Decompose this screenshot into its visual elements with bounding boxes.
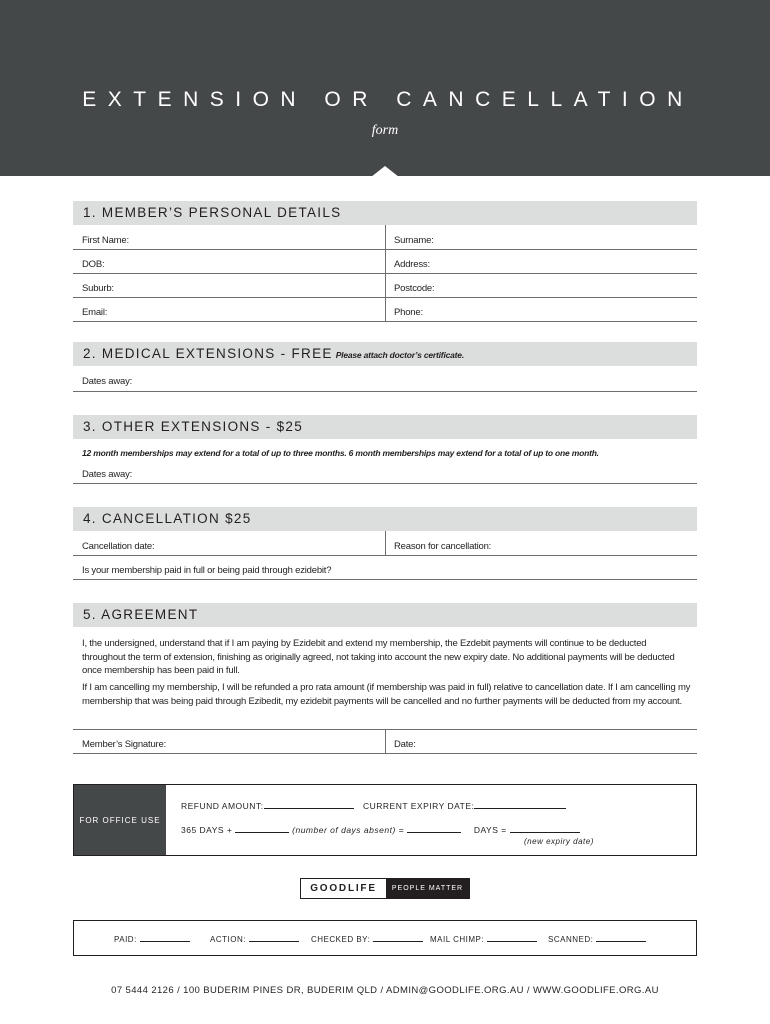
postcode-label: Postcode: xyxy=(394,283,435,294)
paid-label: PAID: xyxy=(114,935,137,944)
section-5-title: 5. AGREEMENT xyxy=(83,607,199,622)
cancellation-reason-label: Reason for cancellation: xyxy=(394,541,492,552)
refund-amount-row xyxy=(181,801,354,811)
scanned-label: SCANNED: xyxy=(548,935,594,944)
agreement-paragraph-1: I, the undersigned, understand that if I am paying by Ezidebit and extend my membership, the Ezdebit payments will continue to be deducted throughout the term of extension, finishing as originally agreed, not taking into account the new expiry date. No additional payments will be deducted once membership has been paid in full. xyxy=(82,638,675,676)
section-3-title: 3. OTHER EXTENSIONS - $25 xyxy=(83,419,304,434)
section-4-header xyxy=(73,507,697,531)
mail-chimp-field[interactable] xyxy=(487,934,537,942)
new-expiry-field[interactable] xyxy=(510,825,580,833)
section-2-title-text: 2. MEDICAL EXTENSIONS - FREE xyxy=(83,346,333,361)
form-subtitle: form xyxy=(371,123,399,138)
checked-by-field[interactable] xyxy=(373,934,423,942)
days-absent-label: (number of days absent) = xyxy=(292,825,405,835)
paid-field[interactable] xyxy=(140,934,190,942)
mail-chimp-row xyxy=(430,934,537,944)
signature-field[interactable] xyxy=(73,753,697,754)
action-row xyxy=(210,934,299,944)
suburb-label: Suburb: xyxy=(82,283,114,294)
signature-label: Member’s Signature: xyxy=(82,739,167,750)
current-expiry-row xyxy=(363,801,566,811)
section-1-header xyxy=(73,201,697,225)
footer-contact: 07 5444 2126 / 100 BUDERIM PINES DR, BUDERIM QLD / ADMIN@GOODLIFE.ORG.AU / WWW.GOODLIFE.ORG.AU xyxy=(111,985,659,996)
logo-tagline: PEOPLE MATTER xyxy=(386,879,469,898)
form-title: EXTENSION OR CANCELLATION xyxy=(82,88,694,111)
phone-label: Phone: xyxy=(394,307,423,318)
section-3-note: 12 month memberships may extend for a total of up to three months. 6 month memberships may extend for a total of up to one month. xyxy=(82,448,599,458)
email-label: Email: xyxy=(82,307,108,318)
days-total-field[interactable] xyxy=(407,825,461,833)
signature-divider xyxy=(385,729,386,753)
mail-chimp-label: MAIL CHIMP: xyxy=(430,935,485,944)
refund-amount-label: REFUND AMOUNT: xyxy=(181,801,264,811)
first-name-field[interactable] xyxy=(73,249,697,250)
scanned-field[interactable] xyxy=(596,934,646,942)
section-4-divider xyxy=(385,531,386,555)
scanned-row xyxy=(548,934,646,944)
other-dates-away-field[interactable] xyxy=(73,483,697,484)
action-field[interactable] xyxy=(249,934,299,942)
section-2-title xyxy=(83,346,464,361)
office-use-box xyxy=(73,784,697,856)
cancellation-date-label: Cancellation date: xyxy=(82,541,155,552)
days-calculation-row xyxy=(181,825,580,835)
signature-date-label: Date: xyxy=(394,739,416,750)
section-2-note: Please attach doctor’s certificate. xyxy=(335,350,464,360)
section-1-title: 1. MEMBER’S PERSONAL DETAILS xyxy=(83,205,342,220)
agreement-paragraph-2: If I am cancelling my membership, I will be refunded a pro rata amount (if membership was paid in full) relative to cancellation date. If I am cancelling my membership that was being paid through Ezibedit, my ezidebit payments will be cancelled and no further payments will be deducted from my account. xyxy=(82,682,691,707)
payment-question-field[interactable] xyxy=(73,579,697,580)
current-expiry-field[interactable] xyxy=(474,801,566,809)
payment-question-label: Is your membership paid in full or being paid through ezidebit? xyxy=(82,565,332,576)
email-field[interactable] xyxy=(73,321,697,322)
other-dates-away-label: Dates away: xyxy=(82,469,133,480)
refund-amount-field[interactable] xyxy=(264,801,354,809)
section-2-header xyxy=(73,342,697,366)
days-equals-label: DAYS = xyxy=(473,825,507,835)
medical-dates-away-label: Dates away: xyxy=(82,376,133,387)
address-label: Address: xyxy=(394,259,430,270)
checked-by-label: CHECKED BY: xyxy=(311,935,371,944)
office-use-label: FOR OFFICE USE xyxy=(74,785,166,855)
dob-field[interactable] xyxy=(73,273,697,274)
admin-checklist-box xyxy=(73,920,697,956)
days-prefix-label: 365 DAYS + xyxy=(181,825,233,835)
new-expiry-label: (new expiry date) xyxy=(524,837,594,846)
header-notch xyxy=(371,166,399,177)
dob-label: DOB: xyxy=(82,259,105,270)
header-banner xyxy=(0,0,770,176)
surname-label: Surname: xyxy=(394,235,434,246)
current-expiry-label: CURRENT EXPIRY DATE: xyxy=(363,801,475,811)
action-label: ACTION: xyxy=(210,935,246,944)
logo-name: GOODLIFE xyxy=(310,883,377,894)
days-absent-field[interactable] xyxy=(235,825,289,833)
section-4-title: 4. CANCELLATION $25 xyxy=(83,511,252,526)
section-3-header xyxy=(73,415,697,439)
cancellation-date-field[interactable] xyxy=(73,555,697,556)
first-name-label: First Name: xyxy=(82,235,129,246)
goodlife-logo xyxy=(300,878,470,899)
checked-by-row xyxy=(311,934,423,944)
suburb-field[interactable] xyxy=(73,297,697,298)
paid-row xyxy=(114,934,190,944)
section-5-header xyxy=(73,603,697,627)
medical-dates-away-field[interactable] xyxy=(73,391,697,392)
